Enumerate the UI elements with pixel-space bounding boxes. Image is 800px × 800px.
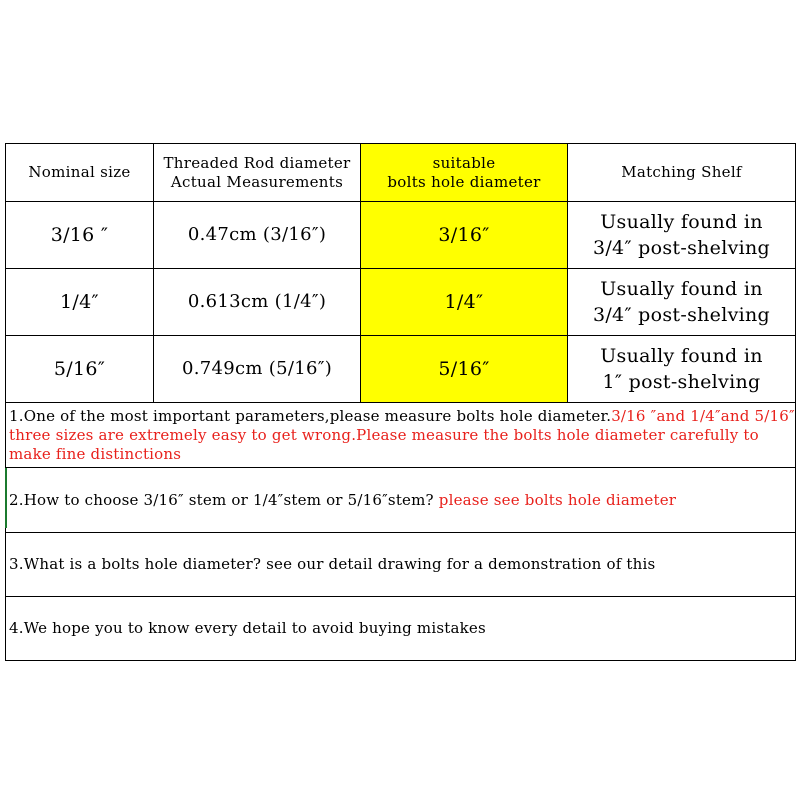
table-row — [6, 202, 796, 269]
cell-rod: 0.749cm (5/16″) — [154, 336, 361, 403]
note-1-warning: 3/16 ″and 1/4″and 5/16″ three sizes are extremely easy to get wrong.Please measure the bolts hole diameter carefully to make fine distinctions — [9, 406, 795, 463]
cell-shelf — [568, 336, 796, 403]
cell-shelf — [568, 202, 796, 269]
header-rod-diameter — [154, 144, 361, 202]
header-row — [6, 144, 796, 202]
cell-nominal: 1/4″ — [6, 269, 154, 336]
note-row — [6, 468, 796, 533]
note-1-text: 1.One of the most important parameters,please measure bolts hole diameter. — [9, 406, 612, 425]
header-rod-line2: Actual Measurements — [170, 172, 344, 191]
header-hole-line1: suitable — [432, 153, 496, 172]
note-4-text: 4.We hope you to know every detail to avoid buying mistakes — [9, 619, 486, 637]
header-nominal-size — [6, 144, 154, 202]
cell-rod: 0.47cm (3/16″) — [154, 202, 361, 269]
cell-shelf-line2: 1″ post-shelving — [602, 371, 761, 393]
table-row — [6, 336, 796, 403]
cell-hole: 5/16″ — [361, 336, 568, 403]
cell-nominal: 5/16″ — [6, 336, 154, 403]
note-4 — [6, 597, 796, 661]
note-3 — [6, 533, 796, 597]
cell-shelf-line1: Usually found in — [600, 278, 763, 300]
cell-shelf-line2: 3/4″ post-shelving — [592, 237, 771, 259]
note-2 — [6, 468, 796, 533]
cell-hole: 3/16″ — [361, 202, 568, 269]
note-2-text: 2.How to choose 3/16″ stem or 1/4″stem or 5/16″stem? — [9, 490, 439, 509]
cell-shelf-line1: Usually found in — [600, 345, 763, 367]
cell-shelf-line2: 3/4″ post-shelving — [592, 304, 771, 326]
note-3-text: 3.What is a bolts hole diameter? see our detail drawing for a demonstration of this — [9, 555, 656, 573]
header-hole-diameter — [361, 144, 568, 202]
cell-rod: 0.613cm (1/4″) — [154, 269, 361, 336]
note-row — [6, 597, 796, 661]
header-rod-line1: Threaded Rod diameter — [163, 153, 351, 172]
header-matching-shelf — [568, 144, 796, 202]
note-1 — [6, 403, 796, 468]
note-row — [6, 403, 796, 468]
bolt-size-table — [5, 143, 796, 661]
header-nominal-size-text: Nominal size — [28, 163, 131, 181]
table-row — [6, 269, 796, 336]
cell-nominal: 3/16 ″ — [6, 202, 154, 269]
cell-shelf — [568, 269, 796, 336]
note-2-hint: please see bolts hole diameter — [438, 490, 677, 509]
cell-hole: 1/4″ — [361, 269, 568, 336]
cell-shelf-line1: Usually found in — [600, 211, 763, 233]
header-hole-line2: bolts hole diameter — [387, 172, 541, 191]
selection-edge-marker — [5, 468, 7, 528]
note-row — [6, 533, 796, 597]
header-matching-shelf-text: Matching Shelf — [621, 163, 742, 181]
